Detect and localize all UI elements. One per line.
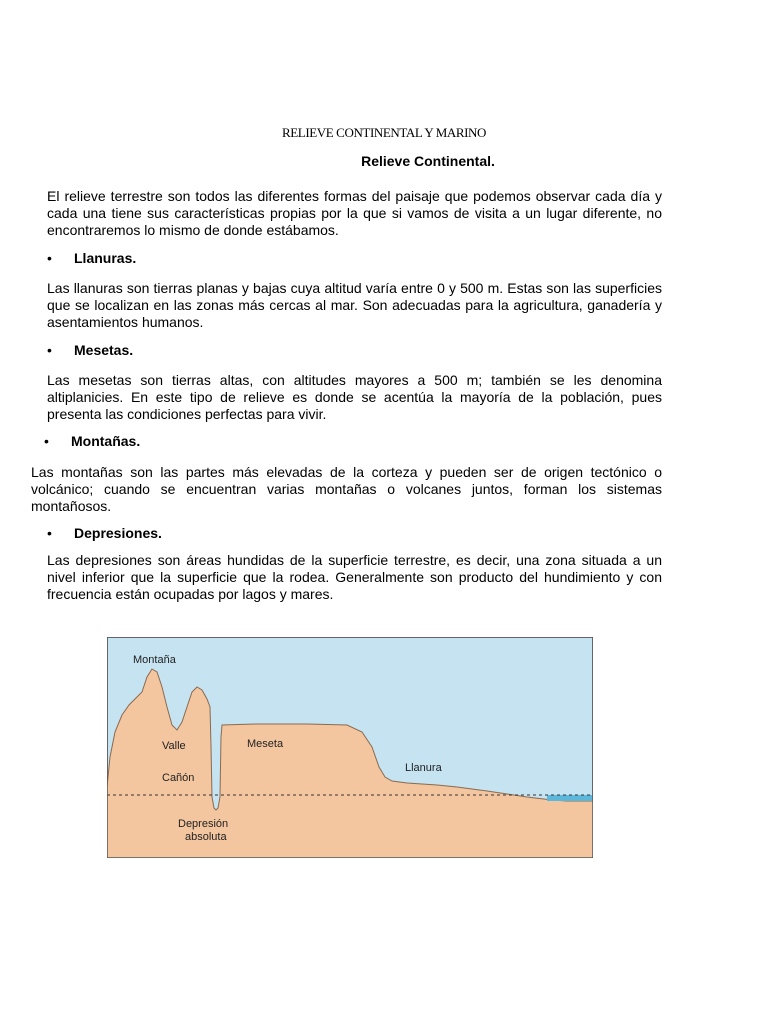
bullet-marker: • [47,342,52,358]
document-title: RELIEVE CONTINENTAL Y MARINO [281,125,487,140]
paragraph-mesetas: Las mesetas son tierras altas, con altitudes mayores a 500 m; también se les denomina altiplanicies. En este tipo de relieve es donde se acentúa la mayoría de la población, pues presenta las condiciones perfectas para vivir. [47,372,662,422]
heading-montanas: Montañas. [71,433,141,449]
heading-depresiones: Depresiones. [74,525,162,541]
intro-paragraph: El relieve terrestre son todos las diferentes formas del paisaje que podemos observar cada día y cada una tiene sus características propias por la que si vamos de visita a un lugar diferente, no encontraremos lo mismo de donde estábamos. [47,188,662,238]
bullet-marker: • [47,525,52,541]
section-subtitle: Relieve Continental. [361,153,495,169]
paragraph-llanuras: Las llanuras son tierras planas y bajas cuya altitud varía entre 0 y 500 m. Estas son las superficies que se localizan en las zonas más cercas al mar. Son adecuadas para la agricultura, ganadería y asentamientos humanos. [47,280,662,330]
paragraph-depresiones: Las depresiones son áreas hundidas de la superficie terrestre, es decir, una zona situada a un nivel inferior que la superficie que la rodea. Generalmente son producto del hundimiento y con frecuencia están ocupadas por lagos y mares. [47,552,662,602]
heading-mesetas: Mesetas. [74,342,134,358]
label-llanura: Llanura [405,762,442,774]
label-depresion-2: absoluta [185,831,227,843]
bullet-marker: • [47,250,52,266]
bullet-marker: • [44,433,49,449]
label-canon: Cañón [162,772,195,784]
paragraph-montanas: Las montañas son las partes más elevadas de la corteza y pueden ser de origen tectónico o volcánico; cuando se encuentran varias montañas o volcanes juntos, forman los sistemas montañosos. [31,464,662,514]
label-valle: Valle [162,740,186,752]
label-meseta: Meseta [247,738,284,750]
relief-diagram [107,637,593,858]
label-depresion-1: Depresión [178,818,229,830]
diagram-sea [547,795,593,801]
label-montana: Montaña [133,654,176,666]
heading-llanuras: Llanuras. [74,250,137,266]
